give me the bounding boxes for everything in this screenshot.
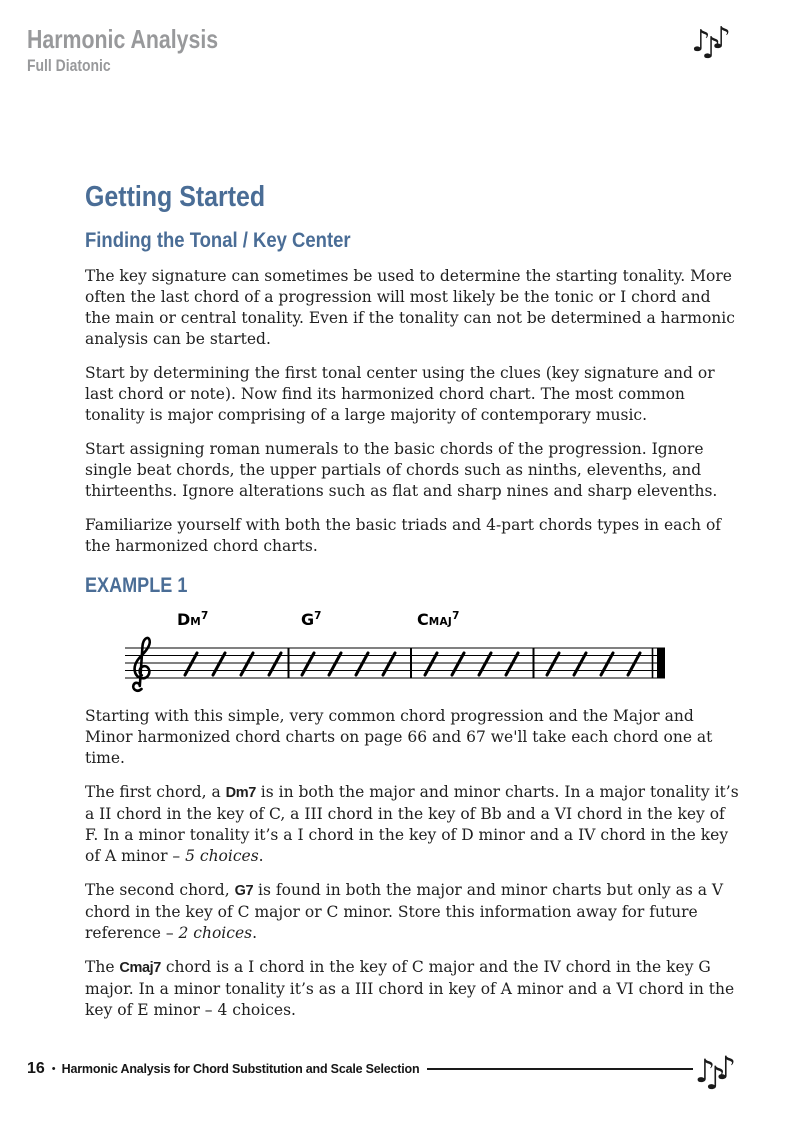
eighth-note-icon: ♪ bbox=[691, 24, 702, 59]
eighth-note-icon: ♪ bbox=[694, 1052, 706, 1090]
paragraph-4: Familiarize yourself with both the basic triads and 4-part chords types in each of the harmonized chord charts. bbox=[85, 516, 722, 555]
chord-root: C bbox=[417, 610, 429, 629]
chord-root: G bbox=[301, 610, 315, 629]
music-notation bbox=[125, 608, 665, 698]
page-header bbox=[27, 26, 260, 76]
chord-extension: 7 bbox=[314, 610, 322, 622]
footer-rule bbox=[427, 1068, 692, 1070]
paragraph-1: The key signature can sometimes be used to determine the starting tonality. More often the last chord of a progression will most likely be the tonic or I chord and the main or central tonality. Even if the tonality can not be determined a harmonic analysis can be started. bbox=[85, 267, 735, 348]
main-content bbox=[85, 181, 739, 1021]
paragraph-3: Start assigning roman numerals to the basic chords of the progression. Ignore single beat chords, the upper partials of chords such as ninths, elevenths, and thirteenths. Ignore alterations such as flat and sharp nines and sharp elevenths. bbox=[85, 440, 718, 500]
chord-extension: 7 bbox=[452, 610, 460, 622]
page-number: 16 bbox=[27, 1060, 45, 1077]
footer-book-title: Harmonic Analysis for Chord Substitution and Scale Selection bbox=[61, 1062, 420, 1076]
example-heading: EXAMPLE 1 bbox=[85, 574, 188, 597]
chord-quality: MAJ bbox=[428, 616, 453, 628]
paragraph-6: The first chord, a Dm7 is in both the major and minor charts. In a major tonality it’s a II chord in the key of C, a III chord in the key of Bb and a VI chord in the key of F. In a minor tonality it’s a I chord in the key of D minor and a IV chord in the key of A minor – 5 choices. bbox=[85, 783, 739, 865]
music-notes-icon bbox=[691, 21, 722, 66]
doc-title: Harmonic Analysis bbox=[27, 24, 219, 54]
paragraph-5: Starting with this simple, very common chord progression and the Major and Minor harmonized chord charts on page 66 and 67 we'll take each chord one at time. bbox=[85, 707, 713, 767]
paragraph-8: The Cmaj7 chord is a I chord in the key of C major and the IV chord in the key G major. In a minor tonality it’s as a III chord in key of A minor and a VI chord in the key of E minor – 4 choices. bbox=[85, 958, 735, 1019]
subsection-heading: Finding the Tonal / Key Center bbox=[85, 229, 351, 252]
doc-subtitle: Full Diatonic bbox=[27, 56, 111, 76]
chord-quality: M bbox=[190, 616, 202, 628]
paragraph-7: The second chord, G7 is found in both the major and minor charts but only as a V chord in the key of C major or C minor. Store this information away for future reference – 2 choices. bbox=[85, 881, 724, 942]
eighth-note-icon: ♪ bbox=[711, 21, 722, 56]
staff-svg bbox=[125, 633, 665, 695]
chord-symbol-dm7 bbox=[177, 610, 208, 629]
paragraph-2: Start by determining the first tonal center using the clues (key signature and or last chord or note). Now find its harmonized chord chart. The most common tonality is major comprising of a large majority of contemporary music. bbox=[85, 364, 715, 424]
footer-bullet: • bbox=[51, 1063, 56, 1075]
music-notes-icon bbox=[694, 1049, 736, 1097]
chord-root: D bbox=[177, 610, 191, 629]
eighth-note-icon: ♪ bbox=[715, 1049, 726, 1087]
chord-symbol-cmaj7 bbox=[417, 610, 459, 629]
rhythm-slashes bbox=[185, 653, 640, 675]
eighth-note-icon: ♪ bbox=[701, 31, 712, 66]
section-heading: Getting Started bbox=[85, 181, 266, 213]
chord-extension: 7 bbox=[201, 610, 209, 622]
chord-symbol-g7 bbox=[301, 610, 321, 629]
treble-clef-icon bbox=[133, 638, 150, 691]
eighth-note-icon: ♪ bbox=[705, 1059, 716, 1097]
page-footer bbox=[27, 1049, 736, 1097]
